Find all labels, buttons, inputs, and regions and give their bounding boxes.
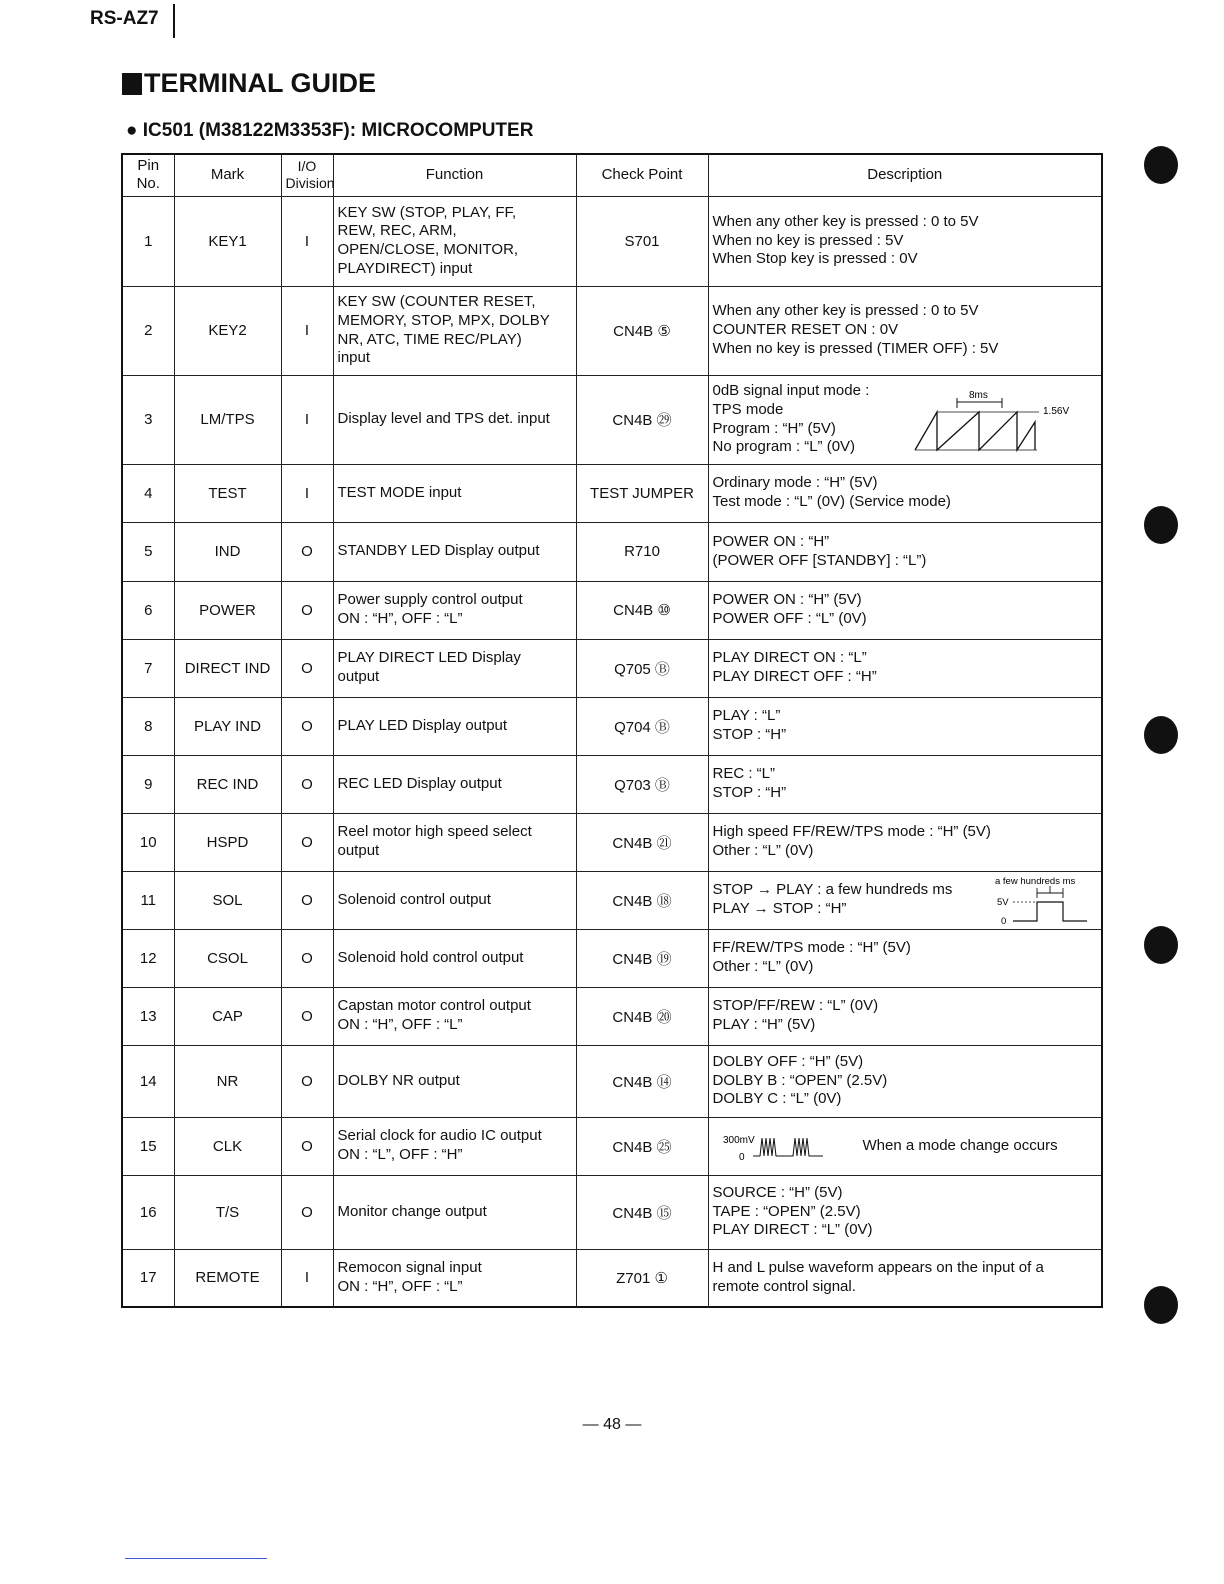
function-cell (333, 522, 576, 581)
table-row (122, 697, 1102, 755)
function-line: Solenoid hold control output (337, 948, 524, 966)
pin-cell: 12 (122, 929, 174, 987)
tps-waveform-diagram (907, 382, 1097, 458)
mark-cell: PLAY IND (174, 697, 281, 755)
description-line: DOLBY B : “OPEN” (2.5V) (712, 1071, 888, 1089)
description-line: PLAY DIRECT OFF : “H” (712, 668, 877, 685)
description-line: Ordinary mode : “H” (5V) (712, 474, 878, 492)
model-label: RS-AZ7 (90, 8, 159, 29)
function-line: REC LED Display output (337, 774, 502, 792)
section-title (122, 68, 376, 99)
description-line: SOURCE : “H” (5V) (712, 1183, 843, 1201)
binder-hole-icon (1144, 1286, 1178, 1324)
description-cell (708, 987, 1102, 1045)
function-line: ON : “H”, OFF : “L” (337, 610, 463, 627)
pin-cell: 7 (122, 639, 174, 697)
description-line: REC : “L” (712, 765, 776, 783)
description-line: When any other key is pressed : 0 to 5V (712, 302, 979, 320)
description-cell (708, 871, 1102, 929)
function-cell (333, 639, 576, 697)
wave-label-300mv: 300mV (722, 1135, 755, 1146)
io-cell: O (281, 871, 333, 929)
subsection-title (126, 120, 533, 142)
check-point-cell: S701 (576, 196, 708, 286)
description-line: No program : “L” (0V) (712, 438, 856, 456)
check-point-cell: R710 (576, 522, 708, 581)
mark-cell: POWER (174, 581, 281, 639)
mark-cell: REMOTE (174, 1249, 281, 1307)
description-line: When no key is pressed (TIMER OFF) : 5V (712, 339, 999, 357)
check-point-cell: CN4B ⑤ (576, 286, 708, 375)
description-line: FF/REW/TPS mode : “H” (5V) (712, 939, 911, 957)
description-line: When no key is pressed : 5V (712, 231, 904, 249)
function-line: ON : “H”, OFF : “L” (337, 1016, 463, 1033)
check-point-cell: CN4B ㉕ (576, 1117, 708, 1175)
function-line: Power supply control output (337, 591, 523, 609)
description-line: PLAY DIRECT ON : “L” (712, 649, 867, 667)
function-line: TEST MODE input (337, 483, 462, 501)
wave-label-zero: 0 (738, 1152, 745, 1163)
binder-hole-icon (1144, 926, 1178, 964)
pin-cell: 10 (122, 813, 174, 871)
description-cell (708, 286, 1102, 375)
io-cell: O (281, 639, 333, 697)
description-cell (708, 1045, 1102, 1117)
description-cell (708, 196, 1102, 286)
table-row (122, 1249, 1102, 1307)
description-line: When any other key is pressed : 0 to 5V (712, 212, 979, 230)
function-cell (333, 813, 576, 871)
description-cell (708, 1175, 1102, 1249)
bullet-icon: ● (126, 120, 143, 141)
binder-hole-icon (1144, 146, 1178, 184)
pin-cell: 3 (122, 375, 174, 464)
description-line: 0dB signal input mode : (712, 382, 870, 399)
table-row (122, 871, 1102, 929)
clock-burst-diagram (713, 1126, 863, 1166)
io-cell: I (281, 1249, 333, 1307)
function-cell (333, 755, 576, 813)
description-line: DOLBY OFF : “H” (5V) (712, 1052, 864, 1070)
mark-cell: CLK (174, 1117, 281, 1175)
function-line: PLAYDIRECT) input (337, 259, 473, 277)
binder-hole-icon (1144, 716, 1178, 754)
header-description: Description (708, 154, 1102, 196)
function-line: PLAY DIRECT LED Display (337, 649, 521, 667)
pin-cell: 17 (122, 1249, 174, 1307)
function-line: DOLBY NR output (337, 1071, 460, 1089)
function-cell (333, 929, 576, 987)
description-line: When Stop key is pressed : 0V (712, 250, 918, 268)
table-row (122, 196, 1102, 286)
io-cell: I (281, 375, 333, 464)
function-line: MEMORY, STOP, MPX, DOLBY (337, 311, 550, 329)
description-line: When a mode change occurs (862, 1136, 1058, 1154)
io-cell: O (281, 581, 333, 639)
pin-cell: 4 (122, 464, 174, 522)
description-line: POWER ON : “H” (712, 532, 830, 550)
pin-cell: 6 (122, 581, 174, 639)
function-cell (333, 697, 576, 755)
table-row (122, 286, 1102, 375)
description-line: (POWER OFF [STANDBY] : “L”) (712, 551, 927, 569)
terminal-guide-table (121, 153, 1103, 1308)
description-line: POWER ON : “H” (5V) (712, 591, 862, 609)
table-row (122, 581, 1102, 639)
table-row (122, 987, 1102, 1045)
wave-label-8ms: 8ms (969, 389, 988, 401)
function-cell (333, 196, 576, 286)
scan-artifact-line (125, 1558, 267, 1559)
table-row (122, 522, 1102, 581)
description-line: PLAY : “L” (712, 707, 781, 725)
mark-cell: REC IND (174, 755, 281, 813)
function-cell (333, 286, 576, 375)
function-cell (333, 581, 576, 639)
description-line: PLAY DIRECT : “L” (0V) (712, 1221, 873, 1239)
io-cell: O (281, 755, 333, 813)
function-cell (333, 1175, 576, 1249)
function-line: Solenoid control output (337, 890, 491, 908)
mark-cell: TEST (174, 464, 281, 522)
function-line: input (337, 349, 371, 367)
function-cell (333, 375, 576, 464)
io-cell: O (281, 1175, 333, 1249)
check-point-cell: CN4B ㉙ (576, 375, 708, 464)
check-point-cell: CN4B ⑮ (576, 1175, 708, 1249)
description-line: Test mode : “L” (0V) (Service mode) (712, 493, 951, 510)
mark-cell: T/S (174, 1175, 281, 1249)
function-line: Monitor change output (337, 1202, 487, 1220)
description-line: Program : “H” (5V) (712, 419, 836, 437)
description-line: High speed FF/REW/TPS mode : “H” (5V) (712, 823, 991, 841)
header-divider (173, 4, 175, 38)
mark-cell: IND (174, 522, 281, 581)
description-line: STOP/FF/REW : “L” (0V) (712, 997, 879, 1015)
mark-cell: KEY1 (174, 196, 281, 286)
table-row (122, 929, 1102, 987)
solenoid-pulse-diagram (987, 873, 1097, 927)
title-square-icon (122, 73, 142, 95)
io-cell: I (281, 196, 333, 286)
pin-cell: 1 (122, 196, 174, 286)
description-line: remote control signal. (712, 1277, 856, 1295)
io-cell: O (281, 987, 333, 1045)
description-line: POWER OFF : “L” (0V) (712, 610, 867, 627)
function-line: Reel motor high speed select (337, 823, 532, 841)
description-line: STOP : “H” (712, 726, 787, 743)
header-function: Function (333, 154, 576, 196)
check-point-cell: Q703 Ⓑ (576, 755, 708, 813)
wave-label-5v: 5V (997, 897, 1009, 908)
function-cell (333, 1117, 576, 1175)
wave-label-zero: 0 (1001, 916, 1007, 927)
mark-cell: SOL (174, 871, 281, 929)
function-line: KEY SW (COUNTER RESET, (337, 293, 536, 310)
table-row (122, 1117, 1102, 1175)
description-line: Other : “L” (0V) (712, 958, 814, 975)
description-cell (708, 755, 1102, 813)
description-line: STOP → PLAY : a few hundreds ms (712, 881, 953, 899)
io-cell: O (281, 1045, 333, 1117)
description-cell (708, 639, 1102, 697)
pin-cell: 15 (122, 1117, 174, 1175)
description-line: Other : “L” (0V) (712, 842, 814, 859)
description-line: PLAY : “H” (5V) (712, 1016, 816, 1033)
function-cell (333, 871, 576, 929)
wave-label-voltage: 1.56V (1043, 405, 1070, 417)
function-line: output (337, 668, 380, 685)
mark-cell: LM/TPS (174, 375, 281, 464)
table-row (122, 1045, 1102, 1117)
function-line: REW, REC, ARM, (337, 222, 457, 240)
section-title-text: TERMINAL GUIDE (144, 68, 377, 98)
mark-cell: KEY2 (174, 286, 281, 375)
description-cell (708, 1117, 1102, 1175)
subsection-title-text: IC501 (M38122M3353F): MICROCOMPUTER (142, 120, 534, 141)
description-line: PLAY → STOP : “H” (712, 900, 847, 917)
mark-cell: HSPD (174, 813, 281, 871)
function-line: PLAY LED Display output (337, 716, 508, 734)
function-line: output (337, 842, 380, 859)
pin-cell: 5 (122, 522, 174, 581)
function-line: KEY SW (STOP, PLAY, FF, (337, 203, 517, 221)
function-line: Serial clock for audio IC output (337, 1127, 542, 1145)
function-line: ON : “H”, OFF : “L” (337, 1277, 463, 1295)
description-line: STOP : “H” (712, 784, 787, 801)
page-number: — 48 — (582, 1416, 642, 1433)
pin-cell: 16 (122, 1175, 174, 1249)
header-check-point: Check Point (576, 154, 708, 196)
table-row (122, 755, 1102, 813)
pin-cell: 9 (122, 755, 174, 813)
description-line: TAPE : “OPEN” (2.5V) (712, 1202, 861, 1220)
check-point-cell: Q705 Ⓑ (576, 639, 708, 697)
description-cell (708, 929, 1102, 987)
io-cell: O (281, 522, 333, 581)
table-row (122, 375, 1102, 464)
header-io: I/O Division (281, 154, 333, 196)
function-cell (333, 464, 576, 522)
header-mark: Mark (174, 154, 281, 196)
description-line: COUNTER RESET ON : 0V (712, 321, 899, 339)
check-point-cell: Q704 Ⓑ (576, 697, 708, 755)
wave-label-duration: a few hundreds ms (995, 876, 1076, 887)
description-cell (708, 1249, 1102, 1307)
check-point-cell: CN4B ⑩ (576, 581, 708, 639)
check-point-cell: CN4B ⑳ (576, 987, 708, 1045)
mark-cell: DIRECT IND (174, 639, 281, 697)
function-line: OPEN/CLOSE, MONITOR, (337, 241, 519, 258)
table-header-row (122, 154, 1102, 196)
check-point-cell: CN4B ⑲ (576, 929, 708, 987)
description-cell (708, 522, 1102, 581)
table-row (122, 464, 1102, 522)
table-row (122, 1175, 1102, 1249)
function-cell (333, 1249, 576, 1307)
function-line: STANDBY LED Display output (337, 542, 540, 560)
table-row (122, 813, 1102, 871)
io-cell: I (281, 464, 333, 522)
description-cell (708, 697, 1102, 755)
function-line: Display level and TPS det. input (337, 410, 550, 428)
description-line: H and L pulse waveform appears on the input of a (712, 1259, 1044, 1276)
mark-cell: NR (174, 1045, 281, 1117)
description-cell (708, 375, 1102, 464)
function-line: ON : “L”, OFF : “H” (337, 1146, 463, 1163)
table-row (122, 639, 1102, 697)
mark-cell: CSOL (174, 929, 281, 987)
function-line: Remocon signal input (337, 1259, 482, 1276)
pin-cell: 14 (122, 1045, 174, 1117)
description-cell (708, 464, 1102, 522)
pin-cell: 13 (122, 987, 174, 1045)
check-point-cell: TEST JUMPER (576, 464, 708, 522)
description-cell (708, 581, 1102, 639)
mark-cell: CAP (174, 987, 281, 1045)
check-point-cell: CN4B ㉑ (576, 813, 708, 871)
function-cell (333, 1045, 576, 1117)
binder-hole-icon (1144, 506, 1178, 544)
check-point-cell: CN4B ⑭ (576, 1045, 708, 1117)
description-line: TPS mode (712, 400, 784, 418)
pin-cell: 2 (122, 286, 174, 375)
io-cell: O (281, 697, 333, 755)
io-cell: I (281, 286, 333, 375)
function-line: NR, ATC, TIME REC/PLAY) (337, 330, 522, 348)
check-point-cell: Z701 ① (576, 1249, 708, 1307)
function-cell (333, 987, 576, 1045)
check-point-cell: CN4B ⑱ (576, 871, 708, 929)
io-cell: O (281, 1117, 333, 1175)
pin-cell: 11 (122, 871, 174, 929)
pin-cell: 8 (122, 697, 174, 755)
header-pin: Pin No. (122, 154, 174, 196)
description-line: DOLBY C : “L” (0V) (712, 1090, 842, 1108)
io-cell: O (281, 929, 333, 987)
io-cell: O (281, 813, 333, 871)
description-cell (708, 813, 1102, 871)
function-line: Capstan motor control output (337, 997, 531, 1015)
